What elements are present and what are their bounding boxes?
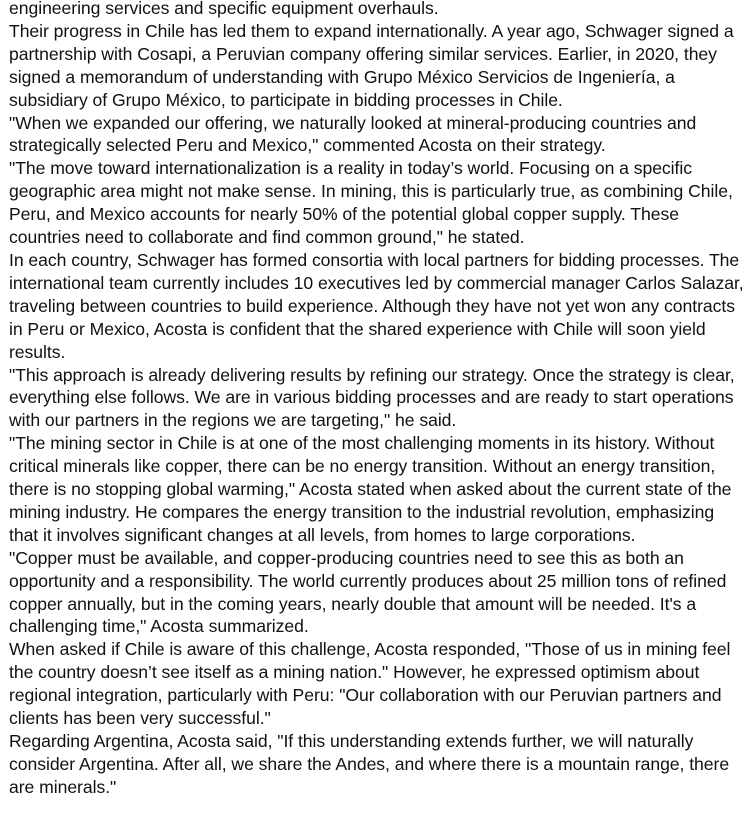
paragraph-1: engineering services and specific equipment overhauls.: [9, 0, 439, 18]
paragraph-2: Their progress in Chile has led them to expand internationally. A year ago, Schwager signed a partnership with Cosapi, a Peruvian company offering similar services. Earlier, in 2020, they signed a memorandum of understanding with Grupo México Servicios de Ingeniería, a subsidiary of Grupo México, to participate in bidding processes in Chile.: [9, 20, 734, 110]
paragraph-8: "Copper must be available, and copper-producing countries need to see this as both an opportunity and a responsibility. The world currently produces about 25 million tons of refined copper annually, but in the coming years, nearly double that amount will be needed. It's a challenging time," Acosta summarized.: [9, 547, 727, 637]
paragraph-7: "The mining sector in Chile is at one of the most challenging moments in its history. Without critical minerals like copper, there can be no energy transition. Without an energy transition, there is no stopping global warming," Acosta stated when asked about the current state of the mining industry. He compares the energy transition to the industrial revolution, emphasizing that it involves significant changes at all levels, from homes to large corporations.: [9, 433, 732, 545]
paragraph-5: In each country, Schwager has formed consortia with local partners for bidding processes. The international team currently includes 10 executives led by commercial manager Carlos Salazar, traveling between countries to build experience. Although they have not yet won any contracts in Peru or Mexico, Acosta is confident that the shared experience with Chile will soon yield results.: [9, 249, 744, 362]
paragraph-10: Regarding Argentina, Acosta said, "If this understanding extends further, we will naturally consider Argentina. After all, we share the Andes, and where there is a mountain range, there are minerals.": [9, 731, 730, 797]
paragraph-4: "The move toward internationalization is a reality in today’s world. Focusing on a specific geographic area might not make sense. In mining, this is particularly true, as combining Chile, Peru, and Mexico accounts for nearly 50% of the potential global copper supply. These countries need to collaborate and find common ground," he stated.: [9, 158, 733, 248]
paragraph-3: "When we expanded our offering, we naturally looked at mineral-producing countries and strategically selected Peru and Mexico," commented Acosta on their strategy.: [9, 112, 697, 156]
paragraph-6: "This approach is already delivering results by refining our strategy. Once the strategy is clear, everything else follows. We are in various bidding processes and are ready to start operations with our partners in the regions we are targeting," he said.: [9, 364, 735, 431]
paragraph-9: When asked if Chile is aware of this challenge, Acosta responded, "Those of us in mining feel the country doesn’t see itself as a mining nation." However, he expressed optimism about regional integration, particularly with Peru: "Our collaboration with our Peruvian partners and clients has been very successful.": [9, 639, 731, 729]
